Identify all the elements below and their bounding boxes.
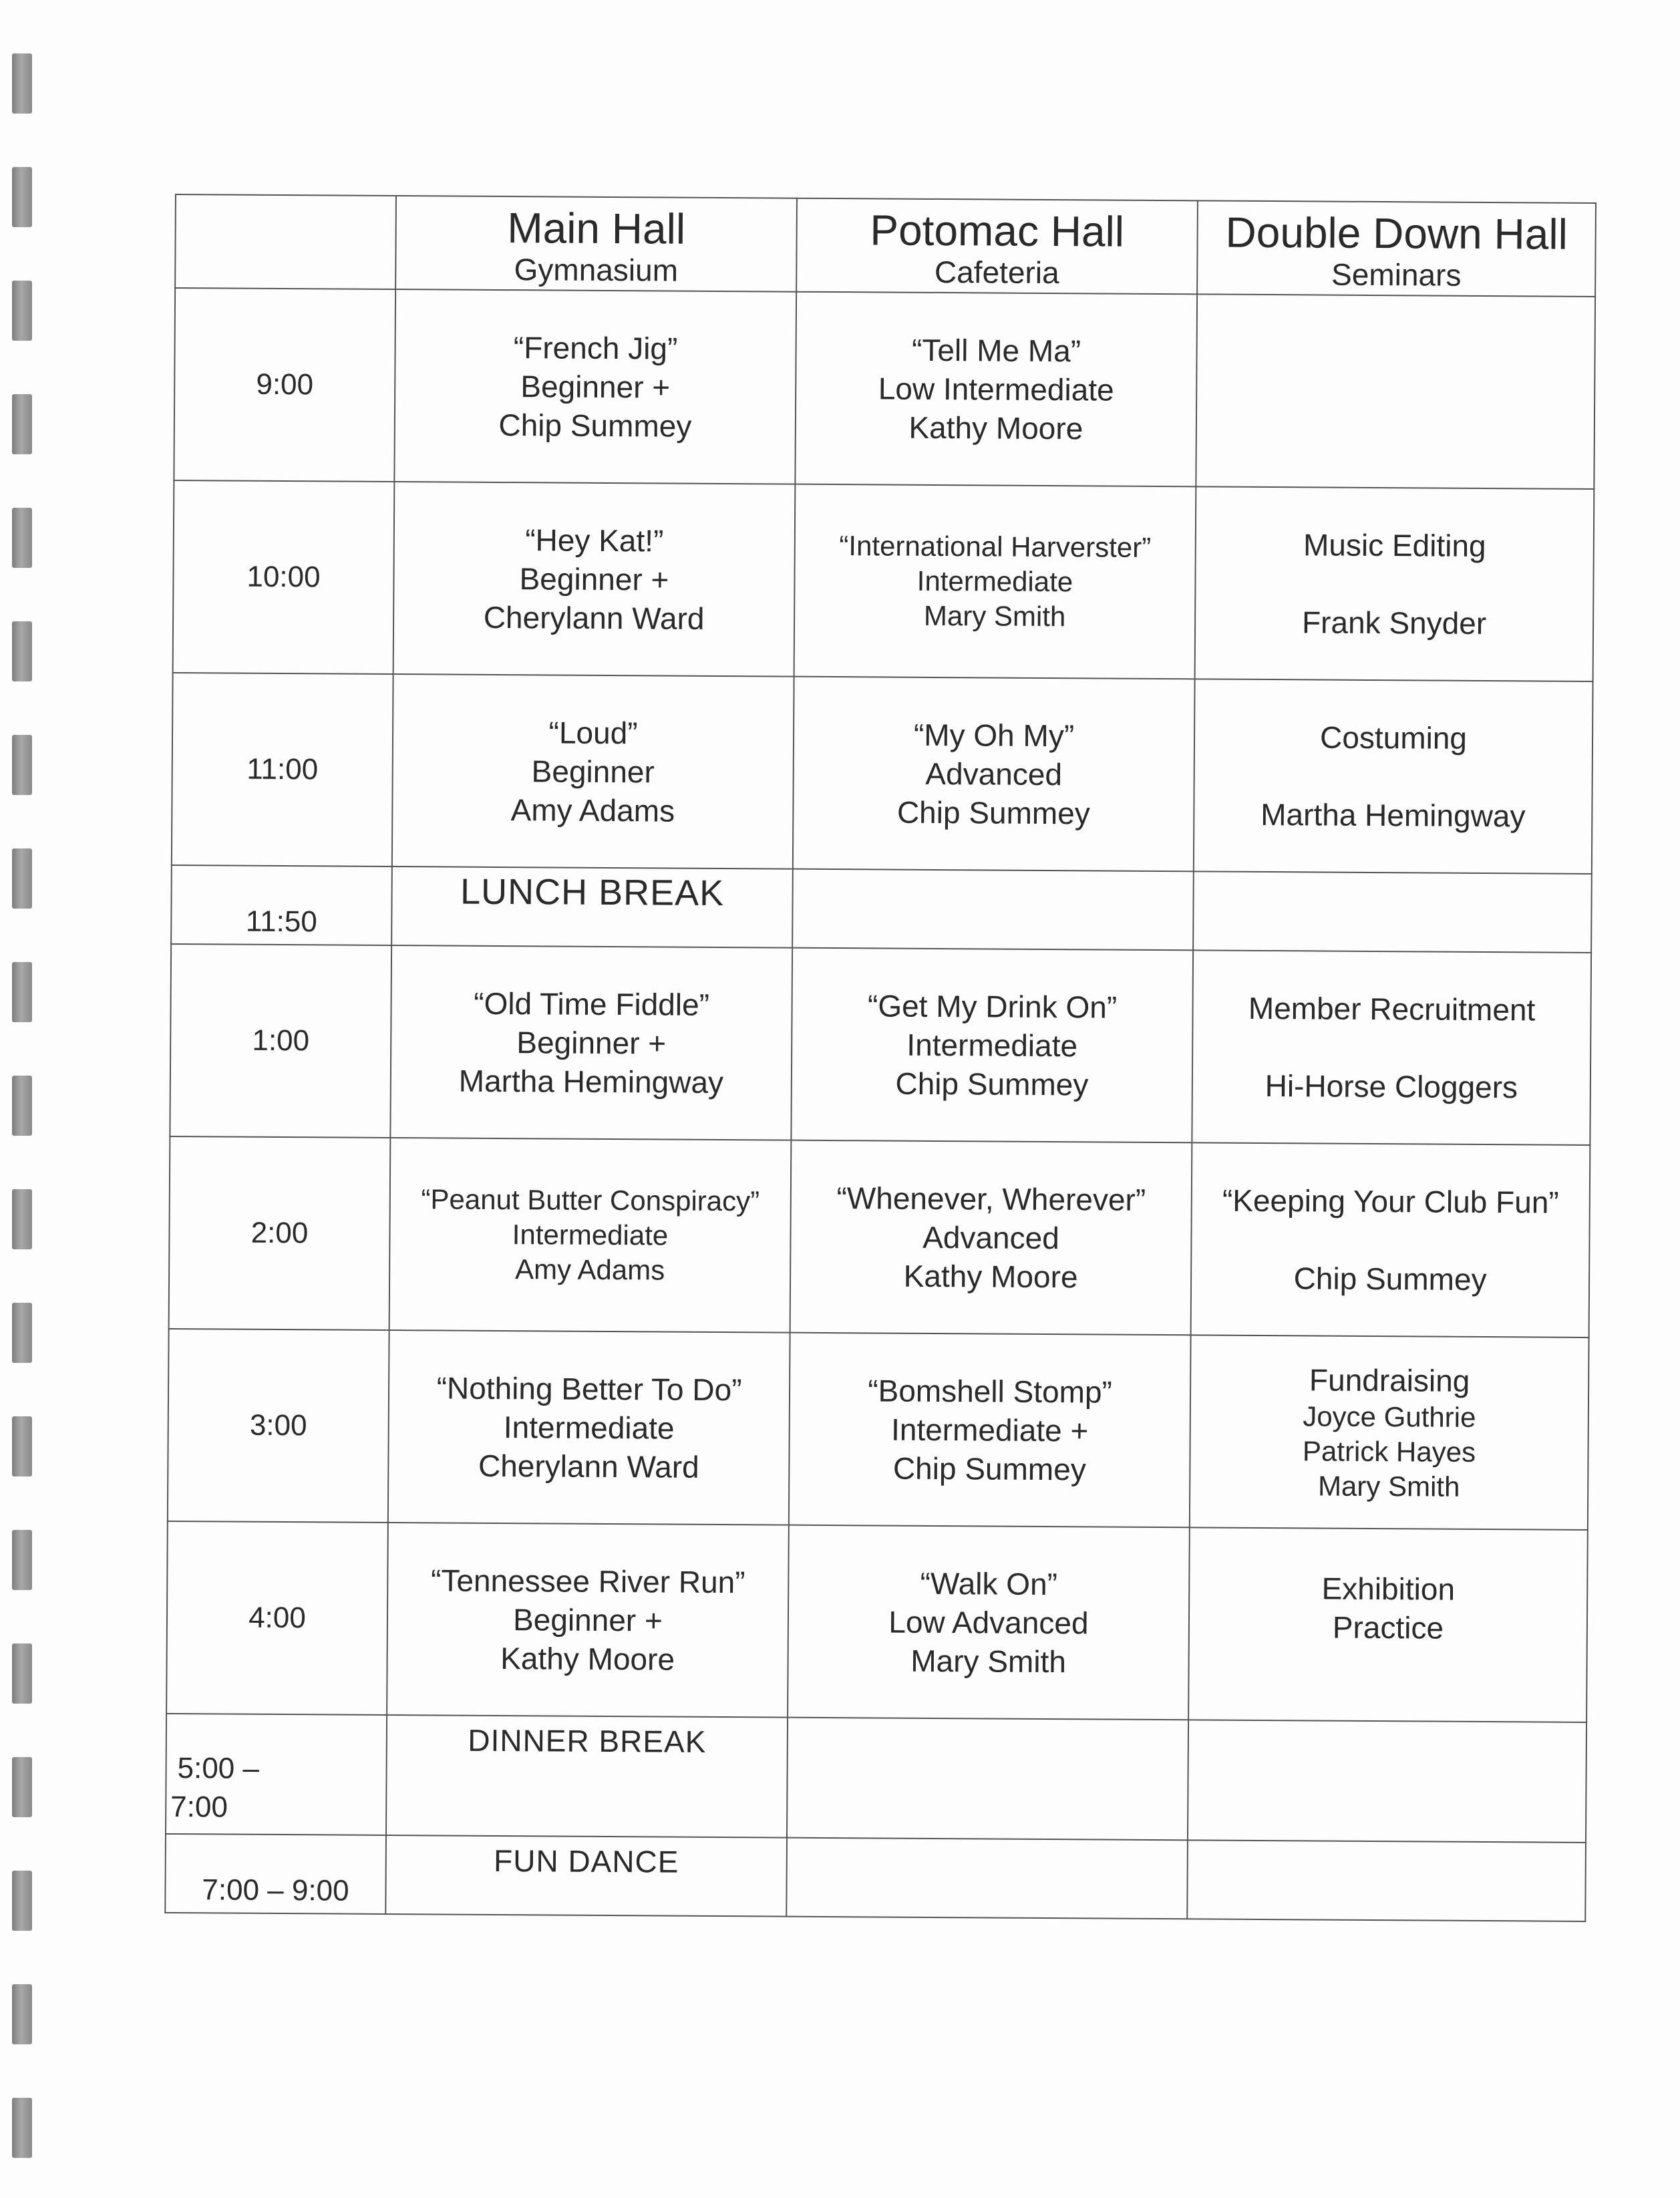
seminar-title: Practice	[1332, 1609, 1444, 1645]
level: Advanced	[922, 1219, 1059, 1256]
binder-hole-mark	[12, 735, 32, 795]
dance-title: “Walk On”	[920, 1565, 1058, 1602]
hall-name: Main Hall	[507, 204, 686, 253]
potomac-hall-session	[791, 948, 1193, 1143]
potomac-hall-header	[796, 198, 1198, 295]
time-end: 7:00	[170, 1790, 228, 1824]
level: Intermediate	[503, 1410, 675, 1446]
schedule-row-2-00	[169, 1136, 1590, 1338]
schedule-row-11-00	[172, 673, 1593, 874]
schedule-row-3-00	[168, 1329, 1589, 1530]
time-cell: 1:00	[170, 944, 391, 1138]
dance-title: “Get My Drink On”	[867, 988, 1118, 1025]
time-start: 5:00 –	[177, 1752, 260, 1785]
double-down-hall-session	[1192, 950, 1591, 1145]
binder-hole-mark	[12, 508, 32, 568]
instructor: Amy Adams	[510, 792, 675, 828]
instructor: Kathy Moore	[908, 410, 1083, 446]
time-cell: 10:00	[173, 480, 395, 674]
seminar-title: Music Editing	[1303, 527, 1486, 563]
dance-title: “Bomshell Stomp”	[868, 1373, 1113, 1410]
binder-hole-mark	[12, 1416, 32, 1476]
seminar-title: “Keeping Your Club Fun”	[1222, 1183, 1559, 1220]
schedule-row-4-00	[166, 1521, 1588, 1722]
double-down-hall-session	[1190, 1335, 1589, 1530]
level: Intermediate	[512, 1219, 669, 1251]
seminar-title: Exhibition	[1321, 1571, 1456, 1607]
potomac-hall-session	[788, 1525, 1190, 1720]
instructor: Cherylann Ward	[478, 1448, 699, 1484]
presenter: Mary Smith	[1317, 1470, 1460, 1503]
binder-hole-mark	[12, 2098, 32, 2158]
level: Intermediate	[906, 1027, 1078, 1064]
dance-title: “International Harverster”	[839, 530, 1152, 563]
binder-hole-mark	[12, 962, 32, 1022]
main-hall-session	[388, 1330, 790, 1525]
dance-title: “Loud”	[548, 715, 638, 751]
main-hall-session	[393, 482, 796, 677]
level: Intermediate +	[890, 1412, 1089, 1448]
double-down-hall-session	[1188, 1720, 1586, 1843]
schedule-row-dinner	[166, 1714, 1586, 1843]
schedule-row-10-00	[173, 480, 1594, 681]
time-cell: 7:00 – 9:00	[165, 1834, 386, 1914]
break-label: DINNER BREAK	[468, 1722, 707, 1759]
schedule-row-1-00	[170, 944, 1591, 1145]
level: Advanced	[925, 756, 1063, 792]
potomac-hall-session	[787, 1718, 1188, 1841]
dance-title: “Peanut Butter Conspiracy”	[421, 1183, 760, 1217]
time-cell: 3:00	[168, 1329, 389, 1523]
fun-dance-cell	[385, 1835, 787, 1917]
seminar-title: Costuming	[1319, 720, 1468, 756]
binder-hole-mark	[12, 167, 32, 227]
time-cell: 2:00	[169, 1136, 391, 1330]
instructor: Chip Summey	[896, 794, 1090, 831]
double-down-hall-header	[1197, 200, 1596, 297]
schedule-row-lunch	[171, 865, 1592, 953]
instructor: Kathy Moore	[903, 1258, 1078, 1295]
potomac-hall-session	[795, 292, 1197, 487]
presenter: Hi-Horse Cloggers	[1265, 1068, 1518, 1105]
level: Beginner	[531, 754, 655, 790]
level: Beginner +	[519, 561, 669, 597]
dance-title: “French Jig”	[513, 330, 678, 366]
event-label: FUN DANCE	[493, 1843, 679, 1879]
potomac-hall-session	[792, 869, 1194, 951]
main-hall-session	[394, 289, 796, 484]
instructor: Chip Summey	[895, 1066, 1089, 1102]
double-down-hall-session	[1193, 871, 1592, 953]
binder-hole-mark	[12, 1530, 32, 1590]
level: Low Intermediate	[878, 371, 1114, 408]
potomac-hall-session	[790, 1140, 1192, 1336]
binder-hole-mark	[12, 1757, 32, 1817]
binder-hole-mark	[12, 394, 32, 454]
instructor: Martha Hemingway	[458, 1063, 724, 1100]
level: Intermediate	[916, 565, 1073, 598]
double-down-hall-session	[1191, 1142, 1590, 1338]
schedule-table	[164, 194, 1597, 1922]
seminar-title: Fundraising	[1309, 1362, 1470, 1398]
level: Low Advanced	[888, 1604, 1089, 1641]
dance-title: “Tennessee River Run”	[430, 1563, 745, 1600]
lunch-break-cell	[391, 867, 793, 948]
presenter: Chip Summey	[1293, 1261, 1487, 1297]
dance-title: “My Oh My”	[913, 717, 1075, 754]
dance-title: “Tell Me Ma”	[911, 332, 1081, 369]
level: Beginner +	[512, 1602, 663, 1638]
binder-hole-mark	[12, 1984, 32, 2044]
main-hall-session	[392, 674, 794, 869]
hall-name: Potomac Hall	[870, 206, 1125, 256]
dance-title: “Old Time Fiddle”	[474, 985, 710, 1022]
instructor: Kathy Moore	[500, 1641, 675, 1677]
dance-title: “Hey Kat!”	[525, 522, 664, 559]
presenter: Martha Hemingway	[1261, 796, 1526, 834]
binder-hole-mark	[12, 1871, 32, 1931]
main-hall-header	[395, 196, 797, 292]
instructor: Mary Smith	[923, 599, 1066, 633]
hall-subtitle: Cafeteria	[934, 254, 1059, 291]
binder-hole-mark	[12, 1076, 32, 1136]
instructor: Chip Summey	[498, 407, 692, 444]
double-down-hall-session	[1195, 486, 1594, 681]
presenter: Patrick Hayes	[1302, 1435, 1476, 1468]
hall-subtitle: Gymnasium	[514, 252, 679, 288]
hall-name: Double Down Hall	[1225, 208, 1568, 259]
potomac-hall-session	[793, 677, 1195, 872]
double-down-hall-session	[1187, 1840, 1586, 1921]
main-hall-session	[390, 945, 792, 1140]
level: Beginner +	[516, 1025, 667, 1061]
main-hall-session	[389, 1138, 792, 1333]
binder-hole-mark	[12, 53, 32, 114]
dance-title: “Nothing Better To Do”	[436, 1370, 742, 1408]
time-cell	[166, 1714, 387, 1835]
main-hall-session	[387, 1523, 789, 1718]
header-row	[175, 194, 1596, 297]
binder-hole-mark	[12, 1189, 32, 1249]
dance-title: “Whenever, Wherever”	[836, 1181, 1146, 1217]
double-down-hall-session	[1188, 1527, 1588, 1722]
instructor: Chip Summey	[892, 1450, 1086, 1487]
schedule-row-fun-dance	[165, 1834, 1586, 1921]
time-cell: 4:00	[166, 1521, 388, 1715]
binder-hole-mark	[12, 1643, 32, 1704]
time-cell: 9:00	[174, 288, 395, 482]
binder-hole-mark	[12, 848, 32, 909]
time-cell: 11:50	[171, 865, 392, 945]
presenter: Joyce Guthrie	[1303, 1400, 1476, 1433]
level: Beginner +	[520, 369, 671, 405]
break-label: LUNCH BREAK	[460, 871, 725, 914]
binder-hole-mark	[12, 621, 32, 681]
seminar-title: Member Recruitment	[1248, 990, 1536, 1028]
potomac-hall-session	[789, 1333, 1191, 1528]
double-down-hall-session	[1194, 679, 1593, 874]
double-down-hall-session	[1196, 294, 1595, 489]
binder-hole-mark	[12, 281, 32, 341]
hall-subtitle: Seminars	[1331, 257, 1462, 293]
presenter: Frank Snyder	[1301, 605, 1487, 641]
instructor: Amy Adams	[514, 1253, 665, 1286]
instructor: Cherylann Ward	[483, 599, 705, 636]
potomac-hall-session	[786, 1838, 1188, 1919]
schedule-row-9-00	[174, 288, 1595, 489]
time-cell: 11:00	[172, 673, 393, 867]
potomac-hall-session	[794, 484, 1196, 679]
dinner-break-cell	[386, 1715, 788, 1838]
instructor: Mary Smith	[910, 1643, 1067, 1680]
binder-hole-mark	[12, 1303, 32, 1363]
time-header-cell	[175, 194, 396, 289]
